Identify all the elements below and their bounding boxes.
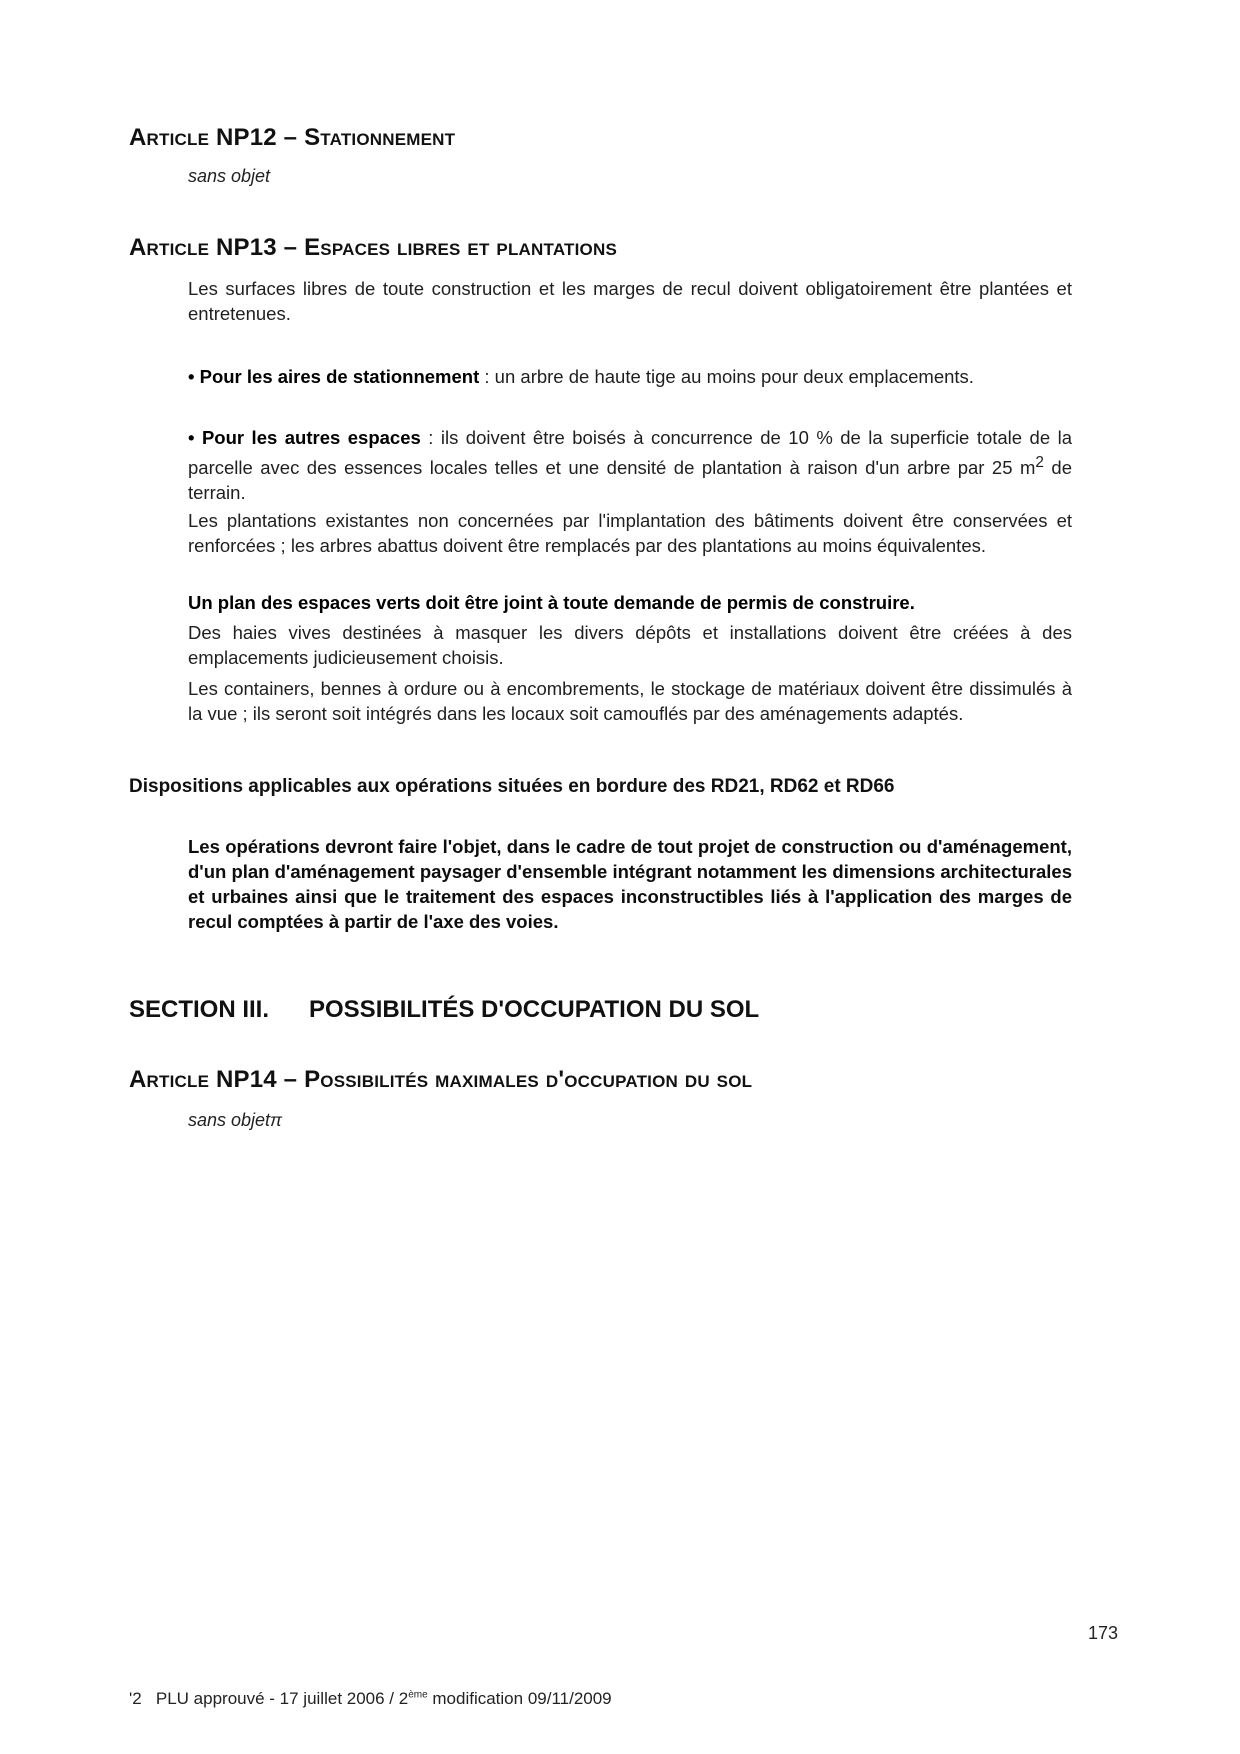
bullet-other-spaces-text: : ils doivent être boisés à concurrence de 10 % de la superficie totale de la parcelle avec des essences locales telles et une densité de plantation à raison d'un arbre par 25 m: [188, 427, 1072, 479]
article-np13-title: Article NP13 – Espaces libres et plantations: [129, 234, 617, 261]
footer-text-end: modification 09/11/2009: [427, 1689, 612, 1708]
section-iii-heading: [129, 996, 759, 1024]
footer-prefix: '2: [129, 1689, 142, 1708]
section-label: SECTION III.: [129, 996, 270, 1023]
bullet-parking-areas-text: : un arbre de haute tige au moins pour deux emplacements.: [479, 366, 974, 387]
bullet-other-spaces: [188, 425, 1072, 505]
article-np12-title: Article NP12 – Stationnement: [129, 124, 456, 151]
bullet-parking-areas-label: • Pour les aires de stationnement: [188, 366, 480, 387]
article-np13-paragraph-containers: Les containers, bennes à ordure ou à encombrements, le stockage de matériaux doivent être dissimulés à la vue ; ils seront soit intégrés dans les locaux soit camouflés par des aménagements adaptés.: [188, 678, 1072, 724]
section-title: POSSIBILITÉS D'OCCUPATION DU SOL: [309, 996, 760, 1023]
bullet-other-spaces-label: • Pour les autres espaces: [188, 427, 421, 448]
footer-superscript: ème: [408, 1689, 428, 1701]
article-np14-note: sans objetπ: [188, 1110, 283, 1130]
dispositions-body: Les opérations devront faire l'objet, dans le cadre de tout projet de construction ou d'aménagement, d'un plan d'aménagement paysager d'ensemble intégrant notamment les dimensions architecturales et urbaines ainsi que le traitement des espaces inconstructibles liés à l'application des marges de recul comptées à partir de l'axe des voies.: [188, 836, 1072, 932]
article-np14-title: Article NP14 – Possibilités maximales d'occupation du sol: [129, 1066, 753, 1093]
bullet-parking-areas: [188, 364, 1072, 389]
article-np13-green-space-plan: Un plan des espaces verts doit être joint à toute demande de permis de construire.: [188, 592, 915, 613]
bullet-other-spaces-text-end: de terrain.: [188, 457, 1073, 504]
article-np13-paragraph-1: Les surfaces libres de toute construction et les marges de recul doivent obligatoirement être plantées et entretenues.: [188, 278, 1072, 324]
footer-text: PLU approuvé - 17 juillet 2006 / 2: [155, 1689, 409, 1708]
article-np13-paragraph-existing-plantings: Les plantations existantes non concernées par l'implantation des bâtiments doivent être conservées et renforcées ; les arbres abattus doivent être remplacés par des plantations au moins équivalentes.: [188, 510, 1072, 556]
dispositions-heading: Dispositions applicables aux opérations situées en bordure des RD21, RD62 et RD66: [129, 776, 895, 797]
square-meter-exponent: 2: [1035, 454, 1044, 471]
article-np12-note: sans objet: [188, 166, 271, 186]
article-np13-paragraph-hedges: Des haies vives destinées à masquer les divers dépôts et installations doivent être créées à des emplacements judicieusement choisis.: [188, 622, 1072, 668]
page-number: 173: [1088, 1623, 1119, 1643]
footer: [129, 1689, 612, 1709]
